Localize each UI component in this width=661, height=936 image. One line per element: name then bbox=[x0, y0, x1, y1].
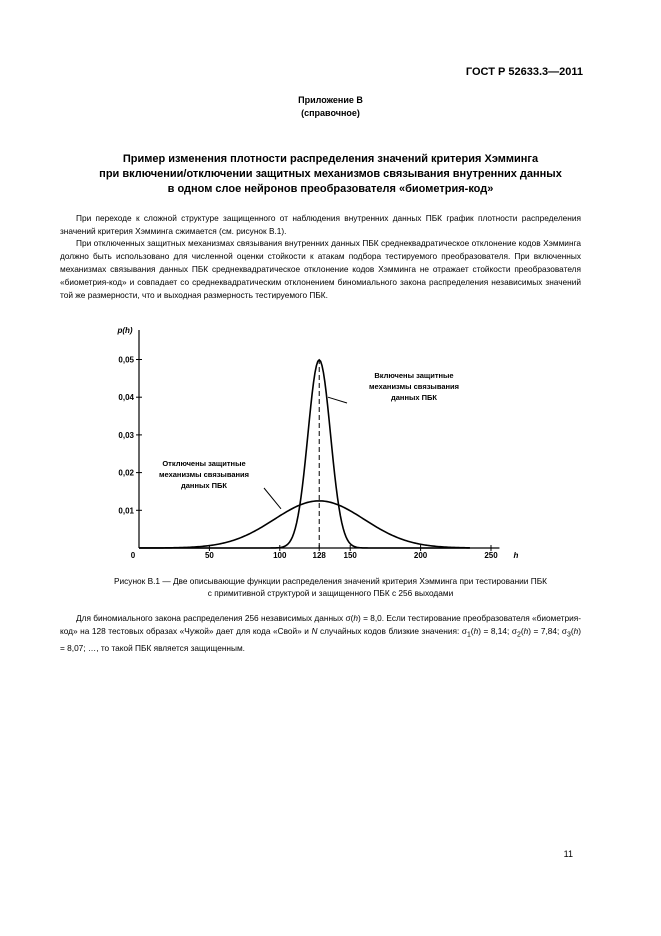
y-axis-label: p(h) bbox=[117, 326, 133, 335]
paragraph-3 bbox=[60, 612, 581, 655]
title-line-3: в одном слое нейронов преобразователя «биометрия-код» bbox=[167, 183, 494, 195]
title-line-1: Пример изменения плотности распределения значений критерия Хэмминга bbox=[122, 153, 539, 165]
p3-sub-3: 3 bbox=[566, 631, 571, 639]
y-tick-label: 0,04 bbox=[118, 393, 134, 403]
x-tick-label: 128 bbox=[312, 551, 326, 560]
p3-paren-3: ( bbox=[570, 626, 574, 636]
y-tick-label: 0,02 bbox=[118, 468, 134, 478]
figure-caption bbox=[40, 575, 621, 599]
x-axis-label: h bbox=[513, 551, 519, 560]
p3-var-h-1: h bbox=[353, 613, 358, 623]
p3-part-a: Для биномиального закона распределения 256 независимых данных σ( bbox=[76, 613, 354, 623]
annotation-unprotected-line-2: механизмы связывания bbox=[158, 470, 250, 479]
annotation-protected-line-2: механизмы связывания bbox=[368, 382, 460, 391]
appendix-type: (справочное) bbox=[301, 108, 360, 118]
p3-part-d: ) = 8,14; σ bbox=[478, 626, 517, 636]
standard-number: ГОСТ Р 52633.3—2011 bbox=[465, 66, 583, 78]
p3-part-f: ) = 8,07; …, то такой ПБК является защищенным. bbox=[60, 626, 581, 653]
x-tick-label: 50 bbox=[204, 551, 214, 560]
paragraph-2-text: При отключенных защитных механизмах связывания внутренних данных ПБК среднеквадратическое отклонение кодов Хэмминга должно быть использовано для численной оценки стойкости к атакам подбора тестируемого преобразователя. При включенных механизмах связывания данных ПБК среднеквадратическое отклонение кодов Хэмминга не отражает стойкости преобразователя «биометрия-код» и совпадает со среднеквадратическим отклонением биномиального закона распределения независимых значений той же размерности, что и выходная размерность тестируемого ПБК. bbox=[60, 238, 581, 300]
p3-var-h-4: h bbox=[573, 626, 579, 636]
annotation-protected-line-1: Включены защитные bbox=[374, 371, 454, 380]
x-tick-label: 100 bbox=[273, 551, 287, 560]
p3-sub-2: 2 bbox=[516, 631, 521, 639]
chart-plot bbox=[116, 326, 518, 560]
page-number: 11 bbox=[563, 849, 573, 859]
x-tick-label: 150 bbox=[343, 551, 357, 560]
annotation-leader-protected bbox=[328, 397, 347, 403]
annotation-protected-line-3: данных ПБК bbox=[390, 393, 438, 402]
title-line-2: при включении/отключении защитных механизмов связывания внутренних данных bbox=[99, 168, 562, 180]
p3-var-h-2: h bbox=[473, 626, 479, 636]
p3-var-h-3: h bbox=[523, 626, 529, 636]
p3-var-n: N bbox=[311, 626, 318, 636]
p3-part-c: случайных кодов близкие значения: σ bbox=[317, 626, 467, 636]
y-tick-label: 0,05 bbox=[118, 355, 134, 365]
caption-line-2: с примитивной структурой и защищенного ПБК с 256 выходами bbox=[207, 588, 454, 598]
paragraph-1-text: При переходе к сложной структуре защищенного от наблюдения внутренних данных ПБК график плотности распределения значений критерия Хэмминга сжимается (см. рисунок В.1). bbox=[60, 213, 581, 236]
x-tick-label: 250 bbox=[484, 551, 498, 560]
p3-paren-2: ( bbox=[520, 626, 524, 636]
annotation-leader-unprotected bbox=[264, 488, 281, 509]
caption-line-1: Рисунок В.1 — Две описывающие функции распределения значений критерия Хэмминга при тестировании ПБК bbox=[113, 576, 547, 586]
y-tick-label: 0,03 bbox=[118, 430, 134, 440]
p3-part-b: ) = 8,0. Если тестирование преобразователя «биометрия-код» на 128 тестовых образах «Чужой» дает для кода «Свой» и bbox=[60, 613, 581, 636]
annotation-unprotected-line-3: данных ПБК bbox=[180, 481, 228, 490]
annotation-unprotected-line-1: Отключены защитные bbox=[162, 459, 246, 468]
curve-unprotected bbox=[139, 501, 470, 548]
x-tick-label: 200 bbox=[413, 551, 428, 560]
x-tick-label: 0 bbox=[130, 551, 136, 560]
p3-paren-1: ( bbox=[470, 626, 474, 636]
appendix-label: Приложение В bbox=[298, 95, 363, 105]
p3-sub-1: 1 bbox=[466, 631, 471, 639]
p3-part-e: ) = 7,84; σ bbox=[528, 626, 567, 636]
paragraph-3-text bbox=[60, 612, 581, 655]
y-tick-label: 0,01 bbox=[118, 506, 134, 516]
